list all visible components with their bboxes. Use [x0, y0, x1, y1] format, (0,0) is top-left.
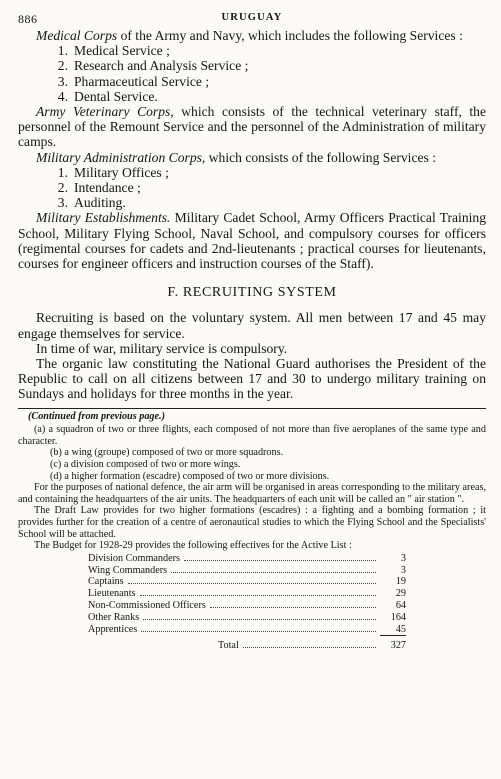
dot-leader	[243, 647, 376, 648]
administration-corps-text: which consists of the following Services :	[205, 149, 436, 165]
list-item	[46, 89, 486, 104]
total-row	[88, 640, 406, 652]
list-item	[46, 165, 486, 180]
veterinary-corps-title: Army Veterinary Corps,	[36, 104, 174, 120]
table-row	[88, 600, 406, 612]
item-text: Pharmaceutical Service ;	[74, 73, 210, 89]
item-number: 3.	[57, 73, 68, 89]
row-label: Lieutenants	[88, 588, 136, 600]
budget-table	[88, 553, 406, 652]
footnote-item-c: (c) a division composed of two or more wings.	[50, 459, 241, 471]
running-title: URUGUAY	[221, 12, 283, 23]
row-value: 29	[395, 588, 406, 600]
footnote-continued: (Continued from previous page.)	[28, 410, 165, 422]
table-row	[88, 624, 406, 637]
row-label: Division Commanders	[88, 552, 180, 564]
footnote-draft-law: The Draft Law provides for two higher formations (escadres) : a fighting and a bombing formation ; it provides further for the creation of a centre of aeronautical studies to which the Flying School and the Specialists' School will be attached.	[18, 505, 486, 540]
footnote-item-b: (b) a wing (groupe) composed of two or more squadrons.	[50, 447, 284, 459]
dot-leader	[141, 631, 376, 632]
list-item	[46, 58, 486, 73]
recruiting-paragraph-2: In time of war, military service is compulsory.	[36, 340, 288, 356]
item-number: 3.	[57, 195, 68, 211]
row-value: 3	[400, 564, 406, 576]
section-heading: F. RECRUITING SYSTEM	[167, 285, 337, 301]
medical-corps-intro: of the Army and Navy, which includes the following Services :	[117, 28, 463, 43]
dot-leader	[210, 607, 376, 608]
list-item	[46, 180, 486, 195]
footnote	[18, 411, 486, 653]
row-value: 19	[395, 576, 406, 588]
item-text: Auditing.	[74, 195, 126, 211]
list-item	[46, 43, 486, 58]
dot-leader	[171, 572, 376, 573]
row-label: Other Ranks	[88, 611, 140, 623]
medical-corps-paragraph	[18, 28, 486, 43]
item-text: Research and Analysis Service ;	[74, 58, 249, 74]
item-text: Military Offices ;	[74, 164, 169, 180]
row-value: 64	[395, 599, 406, 611]
item-number: 1.	[57, 43, 68, 59]
table-row	[88, 565, 406, 577]
page-number: 886	[18, 12, 38, 26]
footnote-defence: For the purposes of national defence, the air arm will be organised in areas corresponding to the military areas, and containing the headquarters of the air units. The headquarters of each unit will be called an " air station ".	[18, 482, 486, 505]
main-text	[18, 28, 486, 402]
administration-services-list	[18, 165, 486, 211]
dot-leader	[143, 619, 376, 620]
medical-corps-title: Medical Corps	[36, 28, 118, 43]
table-row	[88, 588, 406, 600]
recruiting-paragraph-3: The organic law constituting the National Guard authorises the President of the Republic to call on all citizens between 17 and 30 to undergo military training on Sundays and holidays for three months in the year.	[18, 356, 486, 402]
footnote-item-a: (a) a squadron of two or three flights, each composed of not more than five aeroplanes of the same type and character.	[18, 424, 486, 447]
establishments-title: Military Establishments.	[36, 210, 171, 226]
establishments-paragraph	[18, 210, 486, 271]
dot-leader	[128, 583, 376, 584]
total-label: Total	[218, 640, 239, 652]
table-row	[88, 576, 406, 588]
administration-corps-paragraph	[18, 150, 486, 165]
row-label: Captains	[88, 576, 124, 588]
footnote-item-d: (d) a higher formation (escadre) composed of two or more divisions.	[50, 470, 330, 482]
total-value: 327	[390, 640, 406, 652]
item-text: Medical Service ;	[74, 43, 170, 59]
row-value: 3	[400, 552, 406, 564]
table-row	[88, 553, 406, 565]
item-number: 2.	[57, 58, 68, 74]
table-row	[88, 612, 406, 624]
recruiting-paragraph-1: Recruiting is based on the voluntary system. All men between 17 and 45 may engage themselves for service.	[18, 310, 486, 341]
row-label: Apprentices	[88, 623, 138, 635]
veterinary-corps-text: which consists of the technical veterinary staff, the personnel of the Remount Service and the personnel of the Administration of military camps.	[18, 104, 486, 150]
page-header	[18, 10, 486, 28]
list-item	[46, 195, 486, 210]
row-label: Non-Commissioned Officers	[88, 599, 206, 611]
list-item	[46, 74, 486, 89]
dot-leader	[140, 595, 376, 596]
item-number: 1.	[57, 164, 68, 180]
establishments-text: Military Cadet School, Army Officers Practical Training School, Military Flying School, Naval School, and compulsory courses for officers (regimental courses for cadets and 2nd-lieutenants ; practical courses for lieutenants, courses for engineer officers and instruction courses of the Staff).	[18, 210, 487, 272]
row-value: 164	[390, 611, 406, 623]
dot-leader	[184, 560, 376, 561]
row-label: Wing Commanders	[88, 564, 168, 576]
document-page	[18, 10, 486, 652]
administration-corps-title: Military Administration Corps,	[36, 149, 206, 165]
footnote-divider	[18, 408, 486, 409]
medical-services-list	[18, 43, 486, 104]
footnote-budget-intro: The Budget for 1928-29 provides the following effectives for the Active List :	[34, 540, 352, 552]
row-value: 45	[380, 624, 406, 637]
item-text: Intendance ;	[74, 180, 141, 196]
item-number: 2.	[57, 180, 68, 196]
veterinary-corps-paragraph	[18, 104, 486, 150]
item-text: Dental Service.	[74, 88, 158, 104]
item-number: 4.	[57, 88, 68, 104]
